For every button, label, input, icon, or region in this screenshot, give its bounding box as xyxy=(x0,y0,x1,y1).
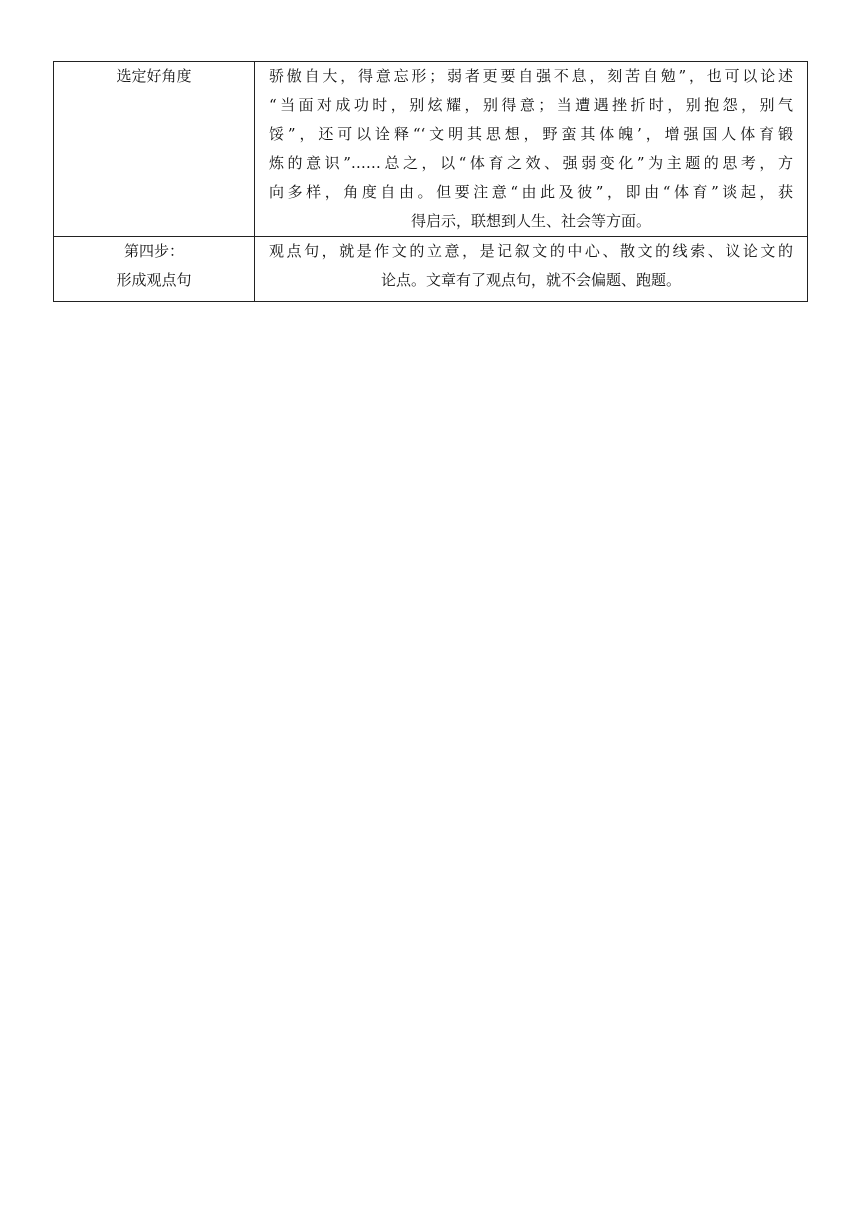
content-line: 得启示，联想到人生、社会等方面。 xyxy=(410,212,651,230)
content-line: 向多样，角度自由。但要注意“由此及彼”，即由“体育”谈起，获 xyxy=(269,183,793,201)
content-line: 观点句，就是作文的立意，是记叙文的中心、散文的线索、议论文的 xyxy=(269,242,793,260)
table-row xyxy=(54,62,808,237)
content-line: “当面对成功时，别炫耀，别得意；当遭遇挫折时，别抱怨，别气 xyxy=(269,96,793,114)
step-content-cell xyxy=(255,237,808,302)
step-label-cell xyxy=(54,62,255,237)
step-label: 选定好角度 xyxy=(116,67,192,85)
step-label-cell xyxy=(54,237,255,302)
content-line: 馁”，还可以诠释“‘文明其思想，野蛮其体魄’，增强国人体育锻 xyxy=(269,125,793,143)
content-line: 骄傲自大，得意忘形；弱者更要自强不息，刻苦自勉”，也可以论述 xyxy=(269,67,793,85)
content-line: 论点。文章有了观点句，就不会偏题、跑题。 xyxy=(380,271,681,289)
table-row xyxy=(54,237,808,302)
content-table xyxy=(53,61,808,302)
step-content-cell xyxy=(255,62,808,237)
step-title-label: 形成观点句 xyxy=(116,271,192,289)
step-number-label: 第四步： xyxy=(123,242,184,260)
content-line: 炼的意识”……总之，以“体育之效、强弱变化”为主题的思考，方 xyxy=(269,154,793,172)
